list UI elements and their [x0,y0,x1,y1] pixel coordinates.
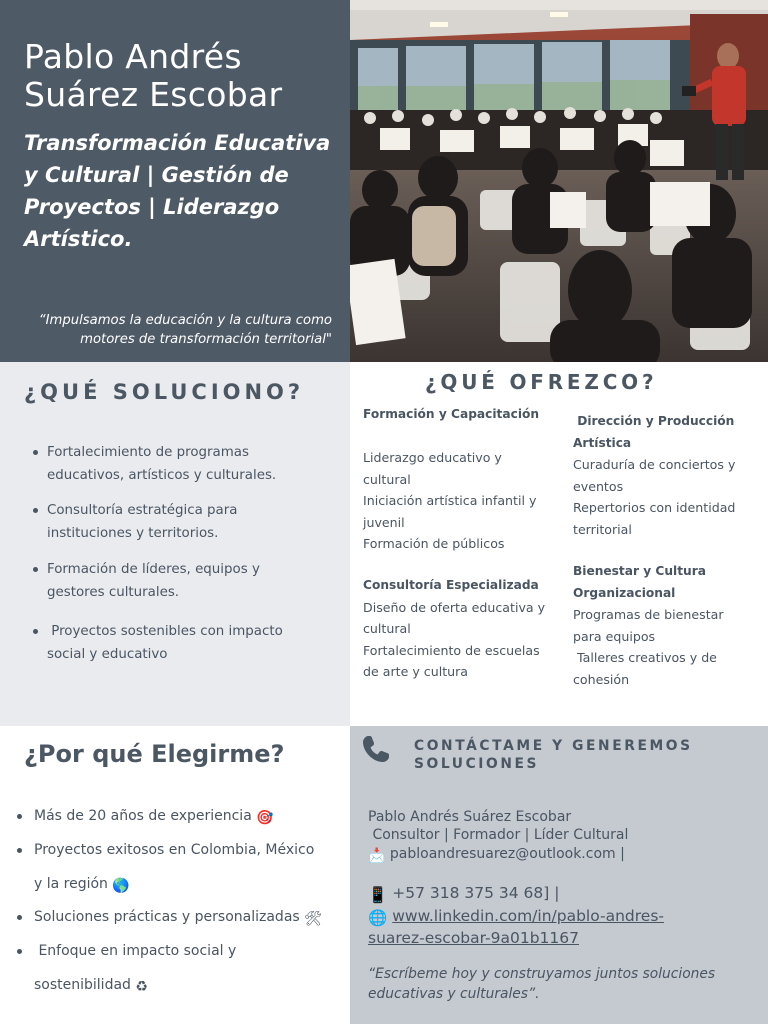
porque-item [16,934,336,1004]
contact-linkedin-row [368,905,664,929]
contact-linkedin-row2 [368,927,579,949]
envelope-emoji: 📩 [368,848,386,864]
tools-emoji: 🛠 [304,911,322,927]
contact-title-line: CONTÁCTAME Y GENEREMOS [414,738,693,754]
tagline-line: Transformación Educativa [24,131,331,155]
porque-title: ¿Por qué Elegirme? [24,740,285,768]
tagline-line: Artístico. [24,227,133,251]
bienestar-line: Programas de bienestar [573,607,724,622]
soluciono-item-line: Fortalecimiento de programas [47,445,249,460]
soluciono-item-line: educativos, artísticos y culturales. [47,468,277,483]
linkedin-link[interactable]: suarez-escobar-9a01b1167 [368,929,579,947]
contact-phone[interactable]: +57 318 375 34 68] | [387,884,560,902]
bienestar-block [573,561,763,690]
soluciono-item-line: instituciones y territorios. [47,526,219,541]
contact-phone-row [368,882,559,906]
consultoria-line: Diseño de oferta educativa y [363,599,546,615]
recycle-emoji: ♻ [135,979,148,995]
cta-line: educativas y culturales”. [368,985,540,1002]
soluciono-item [30,441,330,487]
porque-item-text: Proyectos exitosos en Colombia, México [34,842,315,858]
bienestar-line: para equipos [573,628,656,644]
porque-item-text: Soluciones prácticas y personalizadas [34,909,300,925]
direccion-line: eventos [573,478,624,494]
motto-line2: motores de transformación territorial" [80,332,332,347]
formacion-line: Formación de públicos [363,536,505,551]
linkedin-link[interactable]: www.linkedin.com/in/pablo-andres- [392,907,664,925]
porque-item-text: y la región [34,876,108,892]
formacion-line: cultural [363,471,411,487]
direccion-line: territorial [573,521,632,537]
contact-title-line: SOLUCIONES [414,756,540,772]
tagline-line: Proyectos | Liderazgo [24,195,280,219]
globe-web-emoji: 🌐 [368,909,388,927]
soluciono-item-line: gestores culturales. [47,585,180,600]
porque-item-text: Más de 20 años de experiencia [34,808,252,824]
motto-line1: “Impulsamos la educación y la cultura como [38,313,332,328]
contact-roles: Consultor | Formador | Líder Cultural [368,827,629,843]
consultoria-line: Fortalecimiento de escuelas [363,642,540,658]
orchestra-photo-illustration [350,0,768,362]
porque-item [16,833,336,903]
soluciono-title: ¿QUÉ SOLUCIONO? [24,380,305,404]
formacion-block [363,404,558,555]
consultoria-block [363,575,558,683]
bienestar-heading: Organizacional [573,585,676,600]
direccion-line: Curaduría de conciertos y [573,457,736,472]
globe-emoji: 🌎 [112,878,130,894]
bienestar-line: Talleres creativos y de [573,650,717,665]
cta-line: “Escríbeme hoy y construyamos juntos soluciones [368,966,716,982]
consultoria-line: cultural [363,621,411,636]
person-name-line2: Suárez Escobar [24,75,283,114]
headline-tagline [24,127,344,255]
direccion-block [573,411,763,540]
consultoria-heading: Consultoría Especializada [363,578,539,592]
formacion-line: Iniciación artística infantil y [363,493,537,508]
direccion-heading: Dirección y Producción [573,414,735,428]
bienestar-line: cohesión [573,671,630,687]
formacion-heading: Formación y Capacitación [363,407,540,421]
tagline-line: y Cultural | Gestión de [24,163,289,187]
porque-item [16,900,336,936]
direccion-heading: Artística [573,435,632,450]
soluciono-item [30,558,330,604]
target-emoji: 🎯 [256,810,274,826]
porque-item [16,799,336,835]
porque-item-text: Enfoque en impacto social y [34,943,237,959]
mobile-phone-emoji: 📱 [368,886,388,904]
orchestra-photo [350,0,768,362]
soluciono-item [30,620,330,666]
motto-quote [20,311,332,349]
direccion-line: Repertorios con identidad [573,500,736,515]
soluciono-item-line: social y educativo [47,647,168,662]
contact-email[interactable]: pabloandresuarez@outlook.com | [385,846,625,862]
formacion-line: juvenil [363,514,405,530]
person-name-line1: Pablo Andrés [24,37,242,76]
formacion-line: Liderazgo educativo y [363,450,502,465]
phone-handset-icon [360,733,392,769]
contact-cta-quote [368,965,760,1004]
contact-name: Pablo Andrés Suárez Escobar [368,809,572,825]
soluciono-item [30,499,330,545]
contact-email-row [368,845,625,867]
soluciono-item-line: Consultoría estratégica para [47,503,238,518]
contact-title [414,737,734,773]
porque-item-text: sostenibilidad [34,977,131,993]
soluciono-item-line: Proyectos sostenibles con impacto [47,624,283,639]
bienestar-heading: Bienestar y Cultura [573,564,706,578]
soluciono-item-line: Formación de líderes, equipos y [47,562,260,577]
consultoria-line: de arte y cultura [363,664,469,679]
person-name [24,38,344,114]
ofrezco-title: ¿QUÉ OFREZCO? [425,370,658,394]
